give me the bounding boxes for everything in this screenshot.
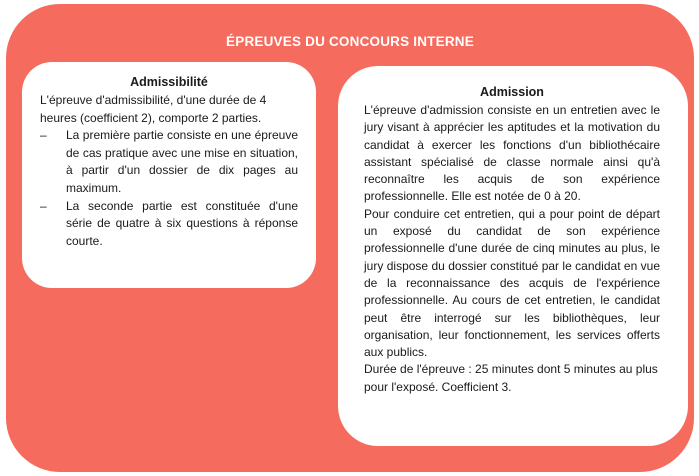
admission-paragraph: Durée de l'épreuve : 25 minutes dont 5 minutes au plus pour l'exposé. Coefficient 3. (364, 362, 658, 394)
admission-paragraph: Pour conduire cet entretien, qui a pour point de départ un exposé du candidat de son expérience professionnelle d'une durée de cinq minutes au plus, le jury dispose du dossier constitué par le candidat en vue de la reconnaissance des acquis de l'expérience professionnelle. Au cours de cet entretien, le candidat peut être interrogé sur les bibliothèques, leur organisation, leur fonctionnement, les services offerts aux publics. (364, 206, 660, 360)
admission-title: Admission (480, 85, 544, 99)
list-item (40, 198, 298, 251)
admissibilite-intro: L'épreuve d'admissibilité, d'une durée de 4 heures (coefficient 2), comporte 2 parties. (40, 93, 267, 125)
info-panel (6, 4, 694, 472)
dash-marker: – (40, 198, 47, 213)
list-item-text: La première partie consiste en une épreuve de cas pratique avec une mise en situation, à partir d'un dossier de dix pages au maximum. (66, 128, 298, 195)
admission-card (338, 66, 688, 446)
admissibilite-title: Admissibilité (130, 75, 208, 89)
admission-paragraph: L'épreuve d'admission consiste en un entretien avec le jury visant à apprécier les aptitudes et la motivation du candidat à exercer les fonctions d'un bibliothécaire assistant spécialisé de classe normale ainsi qu'à reconnaître les acquis de son expérience professionnelle. Elle est notée de 0 à 20. (364, 103, 660, 204)
list-item-text: La seconde partie est constituée d'une série de quatre à six questions à réponse courte. (66, 198, 298, 248)
panel-title: ÉPREUVES DU CONCOURS INTERNE (226, 34, 474, 49)
list-item (40, 127, 298, 197)
admissibilite-card (22, 62, 316, 288)
admissibilite-list (40, 127, 298, 250)
dash-marker: – (40, 128, 47, 143)
